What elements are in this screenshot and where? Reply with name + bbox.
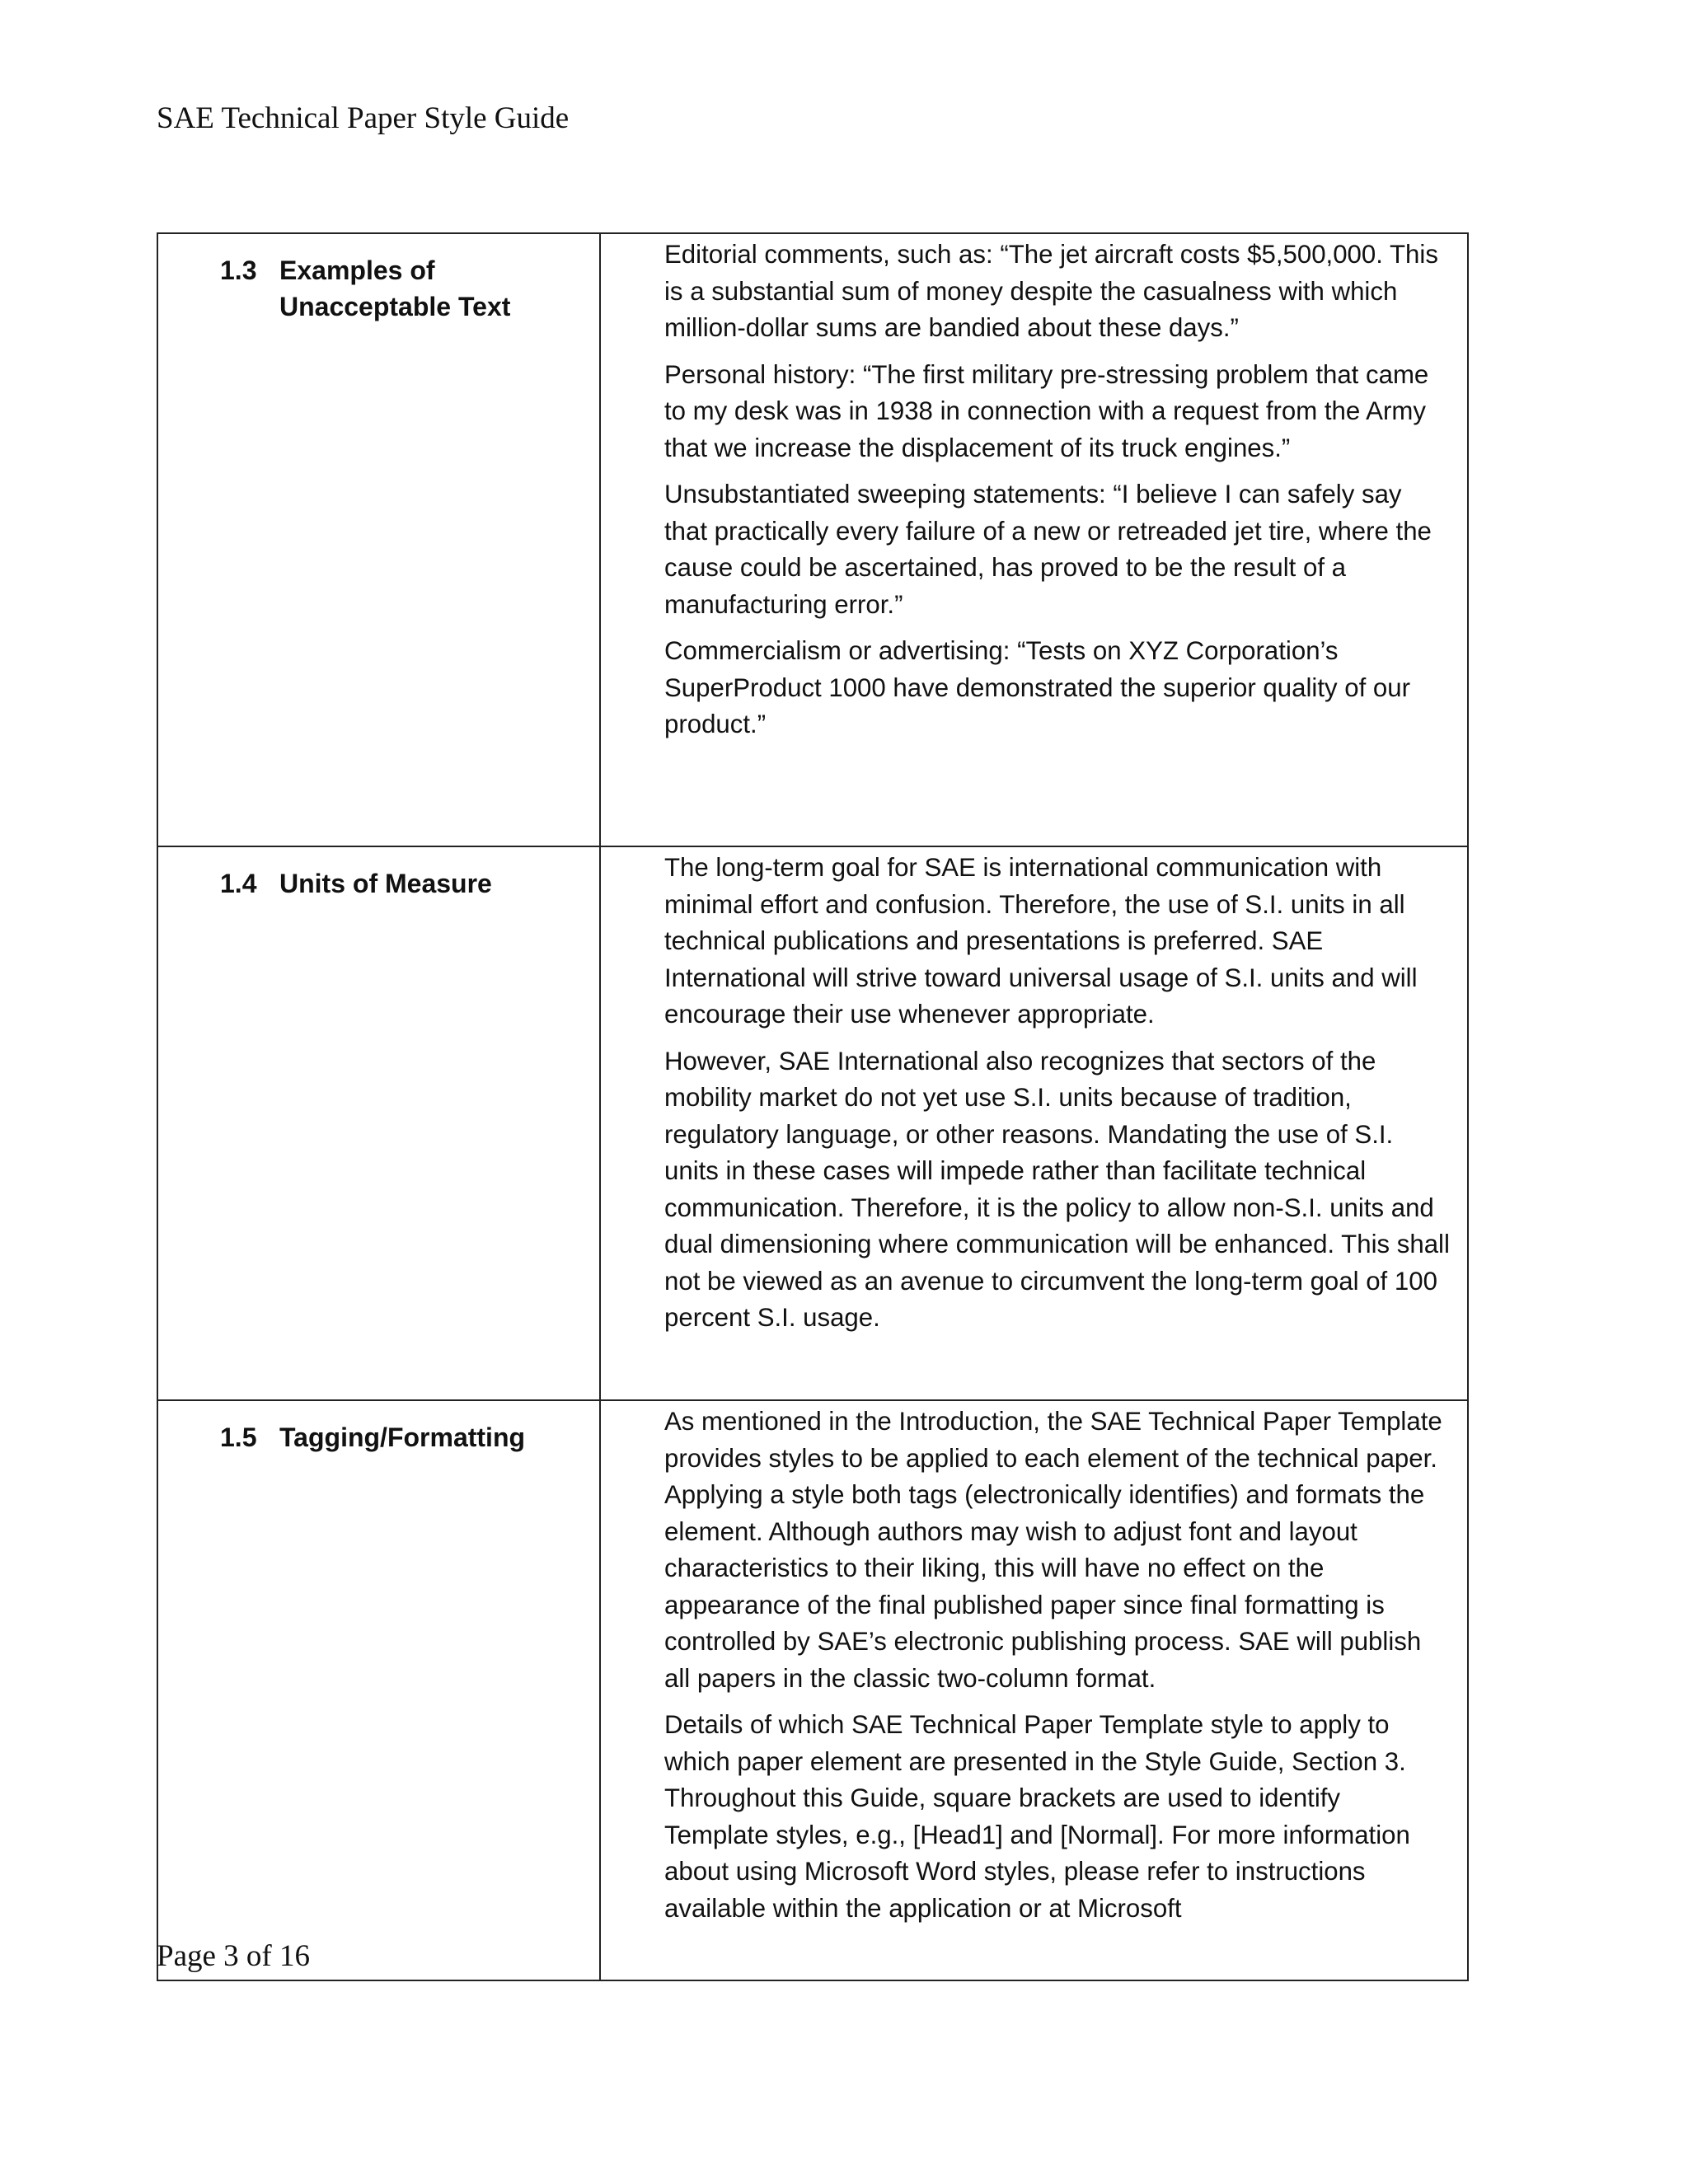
table-row (157, 846, 1468, 1400)
section-body-clip (664, 1404, 1451, 1964)
body-paragraph: Commercialism or advertising: “Tests on XYZ Corporation’s SuperProduct 1000 have demonstrated the superior quality of our product.” (664, 636, 1411, 738)
body-paragraph: Unsubstantiated sweeping statements: “I believe I can safely say that practically every failure of a new or retreaded jet tire, where the cause could be ascertained, has proved to be the result of a manufacturing error.” (664, 480, 1432, 619)
section-heading-cell (157, 846, 600, 1400)
section-heading (220, 252, 583, 325)
section-title: Examples of Unacceptable Text (279, 255, 511, 321)
section-heading-cell (157, 233, 600, 846)
section-heading-cell (157, 1400, 600, 1980)
body-paragraph: As mentioned in the Introduction, the SAE Technical Paper Template provides styles to be applied to each element of the technical paper. Applying a style both tags (electronically identifies) and formats the element. Although authors may wish to adjust font and layout characteristics to their liking, this will have no effect on the appearance of the final published paper since final formatting is controlled by SAE’s electronic publishing process. SAE will publish all papers in the classic two-column format. (664, 1407, 1442, 1693)
section-body-cell (600, 846, 1468, 1400)
page-header-title: SAE Technical Paper Style Guide (157, 101, 570, 135)
section-heading (220, 865, 583, 902)
section-heading (220, 1419, 583, 1455)
section-number: 1.5 (220, 1422, 257, 1452)
body-paragraph: Details of which SAE Technical Paper Template style to apply to which paper element are presented in the Style Guide, Section 3. Throughout this Guide, square brackets are used to identify Template styles, e.g., [Head1] and [Normal]. For more information about using Microsoft Word styles, please refer to instructions available within the application or at Microsoft (664, 1710, 1410, 1923)
section-body-cell (600, 1400, 1468, 1980)
body-paragraph: Personal history: “The first military pre-stressing problem that came to my desk was in 1938 in connection with a request from the Army that we increase the displacement of its truck engines.” (664, 359, 1429, 462)
section-number: 1.3 (220, 255, 257, 285)
table-row (157, 1400, 1468, 1980)
page-number: Page 3 of 16 (157, 1939, 310, 1973)
section-title: Units of Measure (279, 869, 492, 898)
section-body-cell (600, 233, 1468, 846)
body-paragraph: The long-term goal for SAE is international communication with minimal effort and confusion. Therefore, the use of S.I. units in all technical publications and presentations is preferred. SAE International will strive toward universal usage of S.I. units and will encourage their use whenever appropriate. (664, 853, 1418, 1029)
section-title: Tagging/Formatting (279, 1422, 526, 1452)
style-guide-table (157, 232, 1469, 1981)
body-paragraph: However, SAE International also recognizes that sectors of the mobility market do not yet use S.I. units because of tradition, regulatory language, or other reasons. Mandating the use of S.I. units in these cases will impede rather than facilitate technical communication. Therefore, it is the policy to allow non-S.I. units and dual dimensioning where communication will be enhanced. This shall not be viewed as an avenue to circumvent the long-term goal of 100 percent S.I. usage. (664, 1046, 1450, 1332)
section-number: 1.4 (220, 869, 257, 898)
body-paragraph: Editorial comments, such as: “The jet aircraft costs $5,500,000. This is a substantial sum of money despite the casualness with which million-dollar sums are bandied about these days.” (664, 240, 1438, 342)
table-row (157, 233, 1468, 846)
